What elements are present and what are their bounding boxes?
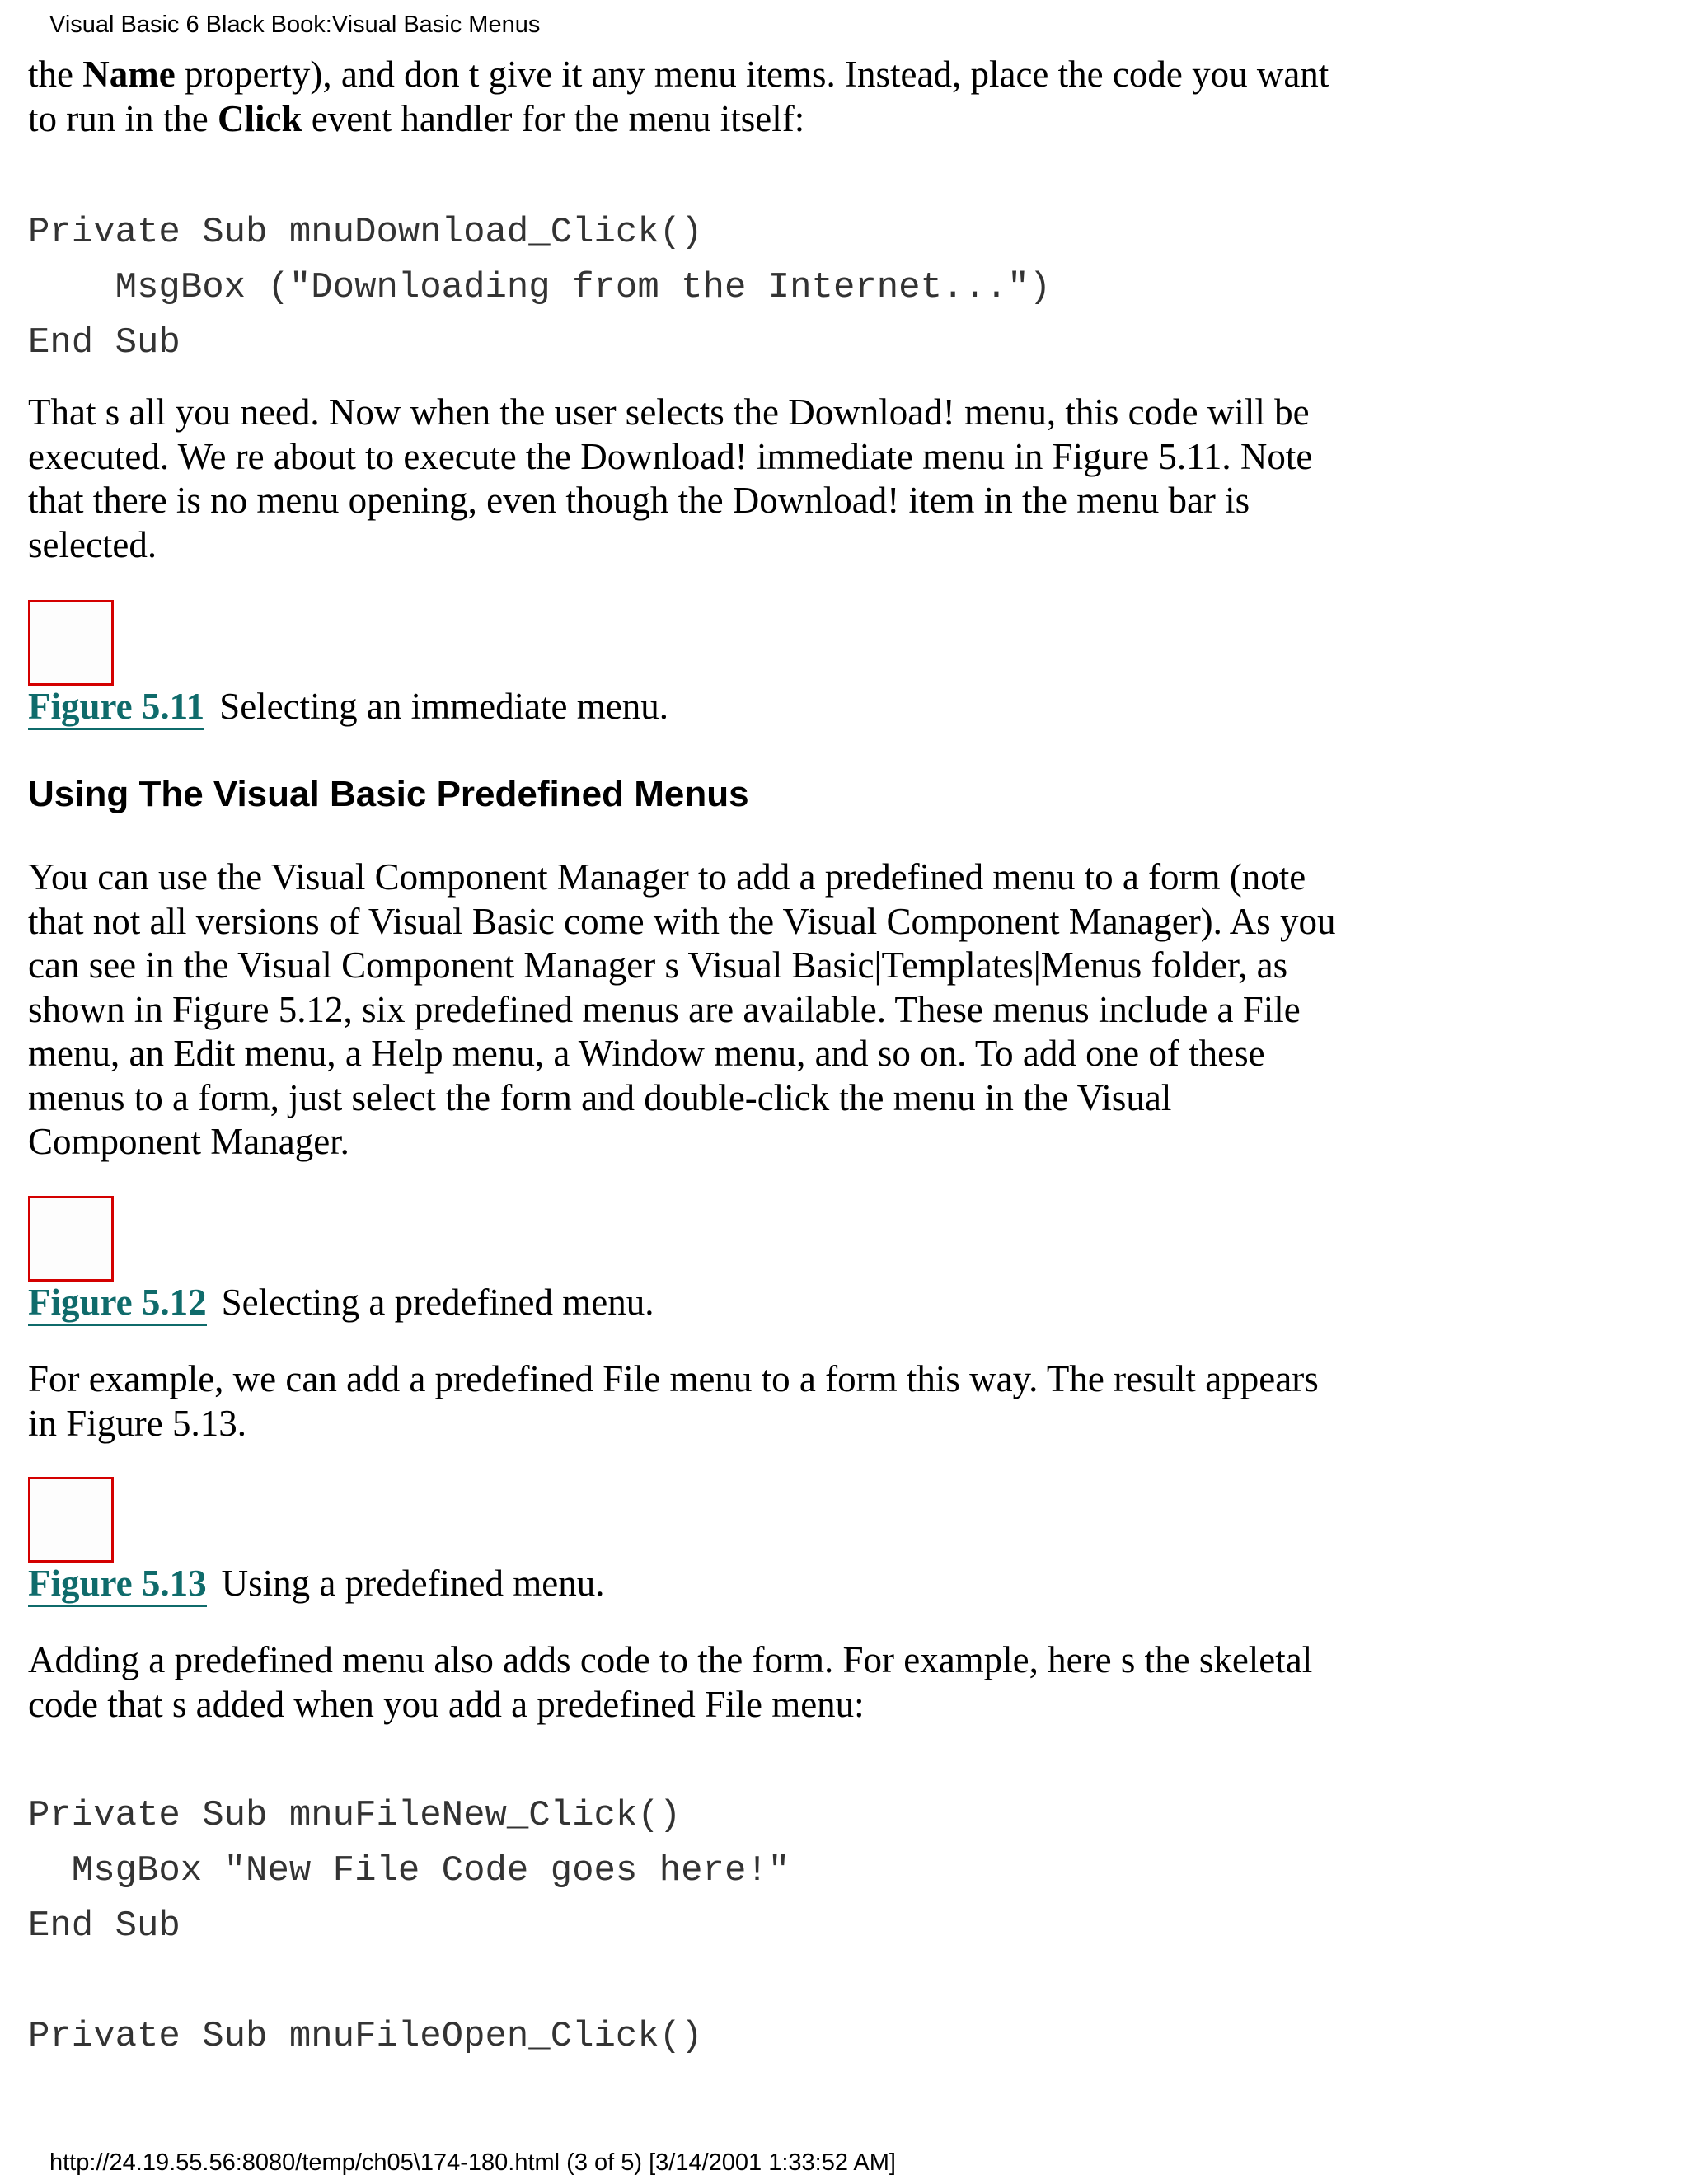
code-block-file-open: Private Sub mnuFileOpen_Click() bbox=[28, 2016, 703, 2057]
page-header: Visual Basic 6 Black Book:Visual Basic Menus bbox=[49, 12, 541, 38]
figure-5-12-image-placeholder[interactable] bbox=[28, 1196, 114, 1282]
figure-5-13-image-placeholder[interactable] bbox=[28, 1477, 114, 1563]
adding-paragraph: Adding a predefined menu also adds code to the form. For example, here s the skeletal code that s added when you add a predefined File menu: bbox=[28, 1639, 1313, 1725]
intro-paragraph: the Name property), and don t give it any menu items. Instead, place the code you want to run in the Click event handler for the menu itself: bbox=[28, 54, 1329, 139]
figure-5-11-caption-text: Selecting an immediate menu. bbox=[219, 686, 669, 727]
section-heading: Using The Visual Basic Predefined Menus bbox=[28, 774, 749, 814]
figure-5-12-link[interactable]: Figure 5.12 bbox=[28, 1282, 207, 1326]
figure-5-12-caption bbox=[28, 1280, 654, 1324]
figure-5-12-caption-text: Selecting a predefined menu. bbox=[221, 1282, 654, 1323]
example-paragraph: For example, we can add a predefined File menu to a form this way. The result appears in Figure 5.13. bbox=[28, 1358, 1319, 1444]
figure-5-11-image-placeholder[interactable] bbox=[28, 600, 114, 686]
code-block-file-new: Private Sub mnuFileNew_Click() MsgBox "New File Code goes here!" End Sub bbox=[28, 1795, 790, 1947]
code-block-download: Private Sub mnuDownload_Click() MsgBox ("Downloading from the Internet...") End Sub bbox=[28, 212, 1052, 363]
download-paragraph: That s all you need. Now when the user selects the Download! menu, this code will be executed. We re about to execute the Download! immediate menu in Figure 5.11. Note that there is no menu opening, even though the Download! item in the menu bar is selected. bbox=[28, 391, 1313, 565]
vcm-paragraph: You can use the Visual Component Manager to add a predefined menu to a form (note that not all versions of Visual Basic come with the Visual Component Manager). As you can see in the Visual Component Manager s Visual Basic|Templates|Menus folder, as shown in Figure 5.12, six predefined menus are available. These menus include a File menu, an Edit menu, a Help menu, a Window menu, and so on. To add one of these menus to a form, just select the form and double-click the menu in the Visual Component Manager. bbox=[28, 856, 1336, 1162]
figure-5-13-link[interactable]: Figure 5.13 bbox=[28, 1563, 207, 1607]
figure-5-11-caption bbox=[28, 684, 668, 729]
figure-5-11-link[interactable]: Figure 5.11 bbox=[28, 686, 204, 730]
figure-5-13-caption bbox=[28, 1561, 605, 1605]
page-footer-url: http://24.19.55.56:8080/temp/ch05\174-180.html (3 of 5) [3/14/2001 1:33:52 AM] bbox=[49, 2149, 896, 2176]
figure-5-13-caption-text: Using a predefined menu. bbox=[221, 1563, 605, 1604]
